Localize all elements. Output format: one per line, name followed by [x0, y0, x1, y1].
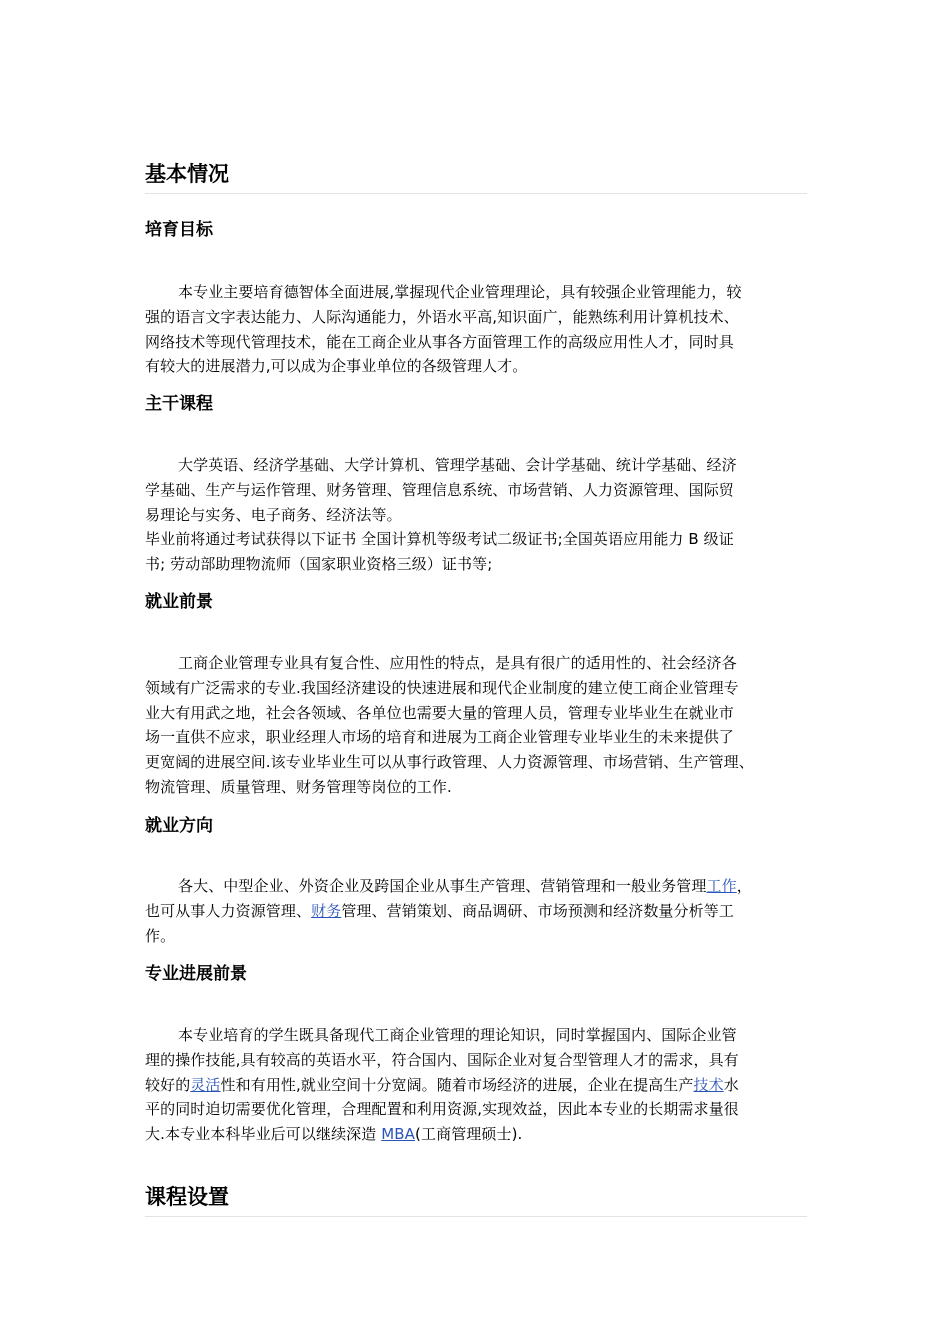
- heading-development: 专业进展前景: [145, 964, 247, 984]
- prospect-line-6: 物流管理、质量管理、财务管理等岗位的工作.: [145, 777, 452, 796]
- goal-line-3: 网络技术等现代管理技术，能在工商企业从事各方面管理工作的高级应用性人才，同时具: [145, 332, 734, 351]
- courses-line-3: 易理论与实务、电子商务、经济法等。: [145, 505, 402, 524]
- heading-goal: 培育目标: [145, 220, 213, 240]
- heading-direction: 就业方向: [145, 816, 213, 836]
- direction-text-2a: 也可从事人力资源管理、: [145, 901, 312, 920]
- link-technology[interactable]: 技术: [693, 1075, 724, 1094]
- heading-curriculum: 课程设置: [145, 1183, 807, 1217]
- link-mba[interactable]: MBA: [381, 1125, 416, 1144]
- link-finance[interactable]: 财务: [311, 901, 342, 920]
- courses-line-1: 大学英语、经济学基础、大学计算机、管理学基础、会计学基础、统计学基础、经济: [178, 456, 737, 474]
- courses-line-4: 毕业前将通过考试获得以下证书 全国计算机等级考试二级证书;全国英语应用能力 B 级证: [145, 530, 734, 549]
- development-line-5: [145, 1122, 807, 1147]
- heading-prospect: 就业前景: [145, 592, 213, 612]
- development-text-3b: 性和有用性,就业空间十分宽阔。随着市场经济的进展，企业在提高生产: [220, 1075, 694, 1094]
- direction-line-3: 作。: [145, 926, 176, 945]
- goal-line-2: 强的语言文字表达能力、人际沟通能力，外语水平高,知识面广，能熟练利用计算机技术、: [145, 307, 739, 326]
- courses-line-5: 书; 劳动部助理物流师（国家职业资格三级）证书等;: [145, 555, 493, 574]
- goal-line-1: 本专业主要培育德智体全面进展,掌握现代企业管理理论，具有较强企业管理能力，较: [178, 283, 742, 301]
- heading-basic: 基本情况: [145, 160, 807, 194]
- direction-text-1b: ，: [736, 877, 752, 895]
- development-line-4: 平的同时迫切需要优化管理，合理配置和利用资源,实现效益，因此本专业的长期需求量很: [145, 1100, 739, 1119]
- direction-line-2: [145, 899, 807, 924]
- development-text-5b: (工商管理硕士).: [415, 1125, 523, 1144]
- direction-line-1: [145, 874, 807, 899]
- development-line-1: 本专业培育的学生既具备现代工商企业管理的理论知识，同时掌握国内、国际企业管: [178, 1026, 737, 1044]
- courses-line-2: 学基础、生产与运作管理、财务管理、管理信息系统、市场营销、人力资源管理、国际贸: [145, 480, 734, 499]
- prospect-line-2: 领域有广泛需求的专业.我国经济建设的快速进展和现代企业制度的建立使工商企业管理专: [145, 678, 739, 697]
- paragraph-goal: [145, 280, 807, 379]
- direction-text-1a: 各大、中型企业、外资企业及跨国企业从事生产管理、营销管理和一般业务管理: [178, 877, 707, 895]
- development-line-3: [145, 1073, 807, 1098]
- prospect-line-3: 业大有用武之地，社会各领域、各单位也需要大量的管理人员，管理专业毕业生在就业市: [145, 703, 734, 722]
- development-text-3c: 水: [723, 1075, 739, 1094]
- goal-line-4: 有较大的进展潜力,可以成为企事业单位的各级管理人才。: [145, 357, 528, 376]
- paragraph-development: [145, 1023, 807, 1147]
- paragraph-courses: [145, 453, 807, 577]
- prospect-line-4: 场一直供不应求，职业经理人市场的培育和进展为工商企业管理专业毕业生的未来提供了: [145, 728, 734, 747]
- paragraph-prospect: [145, 651, 807, 800]
- development-text-3a: 较好的: [145, 1075, 191, 1094]
- development-line-2: 理的操作技能,具有较高的英语水平，符合国内、国际企业对复合型管理人才的需求，具有: [145, 1050, 739, 1069]
- prospect-line-1: 工商企业管理专业具有复合性、应用性的特点，是具有很广的适用性的、社会经济各: [178, 654, 737, 672]
- link-flexible[interactable]: 灵活: [190, 1075, 221, 1094]
- direction-text-2b: 管理、营销策划、商品调研、市场预测和经济数量分析等工: [341, 901, 734, 920]
- link-work[interactable]: 工作: [706, 877, 737, 895]
- prospect-line-5: 更宽阔的进展空间.该专业毕业生可以从事行政管理、人力资源管理、市场营销、生产管理、: [145, 753, 754, 772]
- heading-courses: 主干课程: [145, 394, 213, 414]
- development-text-5a: 大.本专业本科毕业后可以继续深造: [145, 1125, 382, 1144]
- paragraph-direction: [145, 874, 807, 948]
